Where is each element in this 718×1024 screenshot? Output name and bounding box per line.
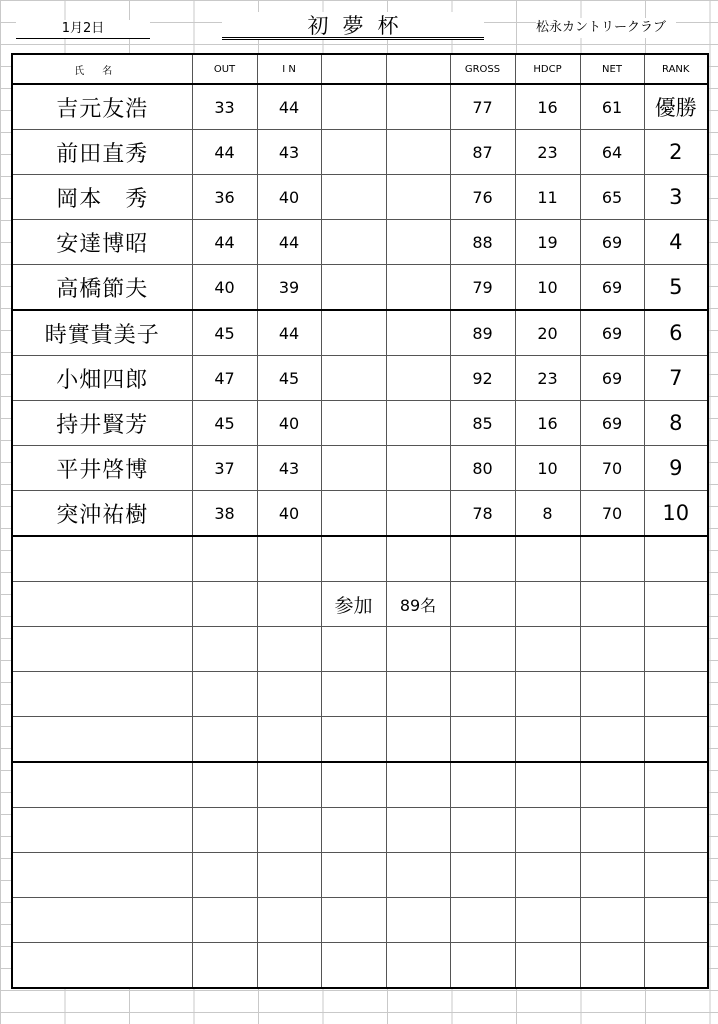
player-name: 小畑四郎 [12, 356, 192, 401]
table-row [12, 356, 708, 401]
hdcp-value: 16 [515, 401, 580, 446]
table-row [12, 84, 708, 130]
rank-value: 優勝 [644, 84, 708, 130]
in-score: 43 [257, 446, 321, 491]
col-out-header: OUT [192, 54, 257, 84]
col-blank2-header [386, 54, 450, 84]
table-row [12, 310, 708, 356]
participants-row [12, 582, 708, 627]
participants-count: 89名 [386, 582, 450, 627]
blank-cell [386, 220, 450, 265]
hdcp-value: 23 [515, 356, 580, 401]
in-score: 43 [257, 130, 321, 175]
out-score: 44 [192, 220, 257, 265]
out-score: 36 [192, 175, 257, 220]
col-rank-header: RANK [644, 54, 708, 84]
player-name: 突沖祐樹 [12, 491, 192, 537]
table-row [12, 491, 708, 537]
rank-value: 7 [644, 356, 708, 401]
col-blank1-header [321, 54, 386, 84]
player-name: 平井啓博 [12, 446, 192, 491]
gross-score: 89 [450, 310, 515, 356]
table-row [12, 130, 708, 175]
col-hdcp-header: HDCP [515, 54, 580, 84]
blank-cell [321, 220, 386, 265]
out-score: 38 [192, 491, 257, 537]
net-score: 70 [580, 491, 644, 537]
out-score: 37 [192, 446, 257, 491]
blank-cell [321, 265, 386, 311]
out-score: 47 [192, 356, 257, 401]
gross-score: 80 [450, 446, 515, 491]
out-score: 45 [192, 401, 257, 446]
blank-cell [321, 130, 386, 175]
out-score: 40 [192, 265, 257, 311]
player-name: 持井賢芳 [12, 401, 192, 446]
hdcp-value: 10 [515, 265, 580, 311]
club-name: 松永カントリークラブ [536, 18, 676, 38]
col-name-header: 氏名 [12, 54, 192, 84]
in-score: 40 [257, 401, 321, 446]
empty-row [12, 627, 708, 672]
net-score: 69 [580, 401, 644, 446]
player-name: 吉元友浩 [12, 84, 192, 130]
hdcp-value: 16 [515, 84, 580, 130]
player-name: 岡本 秀 [12, 175, 192, 220]
blank-cell [386, 401, 450, 446]
in-score: 45 [257, 356, 321, 401]
in-score: 40 [257, 491, 321, 537]
player-name: 安達博昭 [12, 220, 192, 265]
table-header-row [12, 54, 708, 84]
in-score: 39 [257, 265, 321, 311]
empty-row [12, 717, 708, 763]
blank-cell [386, 175, 450, 220]
gross-score: 79 [450, 265, 515, 311]
col-in-header: I N [257, 54, 321, 84]
empty-row [12, 898, 708, 943]
hdcp-value: 8 [515, 491, 580, 537]
empty-row [12, 536, 708, 582]
net-score: 61 [580, 84, 644, 130]
in-score: 44 [257, 84, 321, 130]
hdcp-value: 20 [515, 310, 580, 356]
rank-value: 9 [644, 446, 708, 491]
blank-cell [321, 491, 386, 537]
blank-cell [321, 446, 386, 491]
in-score: 44 [257, 310, 321, 356]
net-score: 70 [580, 446, 644, 491]
blank-cell [321, 84, 386, 130]
table-row [12, 401, 708, 446]
participants-label: 参加 [321, 582, 386, 627]
blank-cell [321, 175, 386, 220]
col-gross-header: GROSS [450, 54, 515, 84]
blank-cell [386, 356, 450, 401]
page-title: 初夢杯 [222, 12, 484, 40]
player-name: 前田直秀 [12, 130, 192, 175]
col-net-header: NET [580, 54, 644, 84]
date-label: 1月2日 [16, 20, 150, 39]
empty-row [12, 808, 708, 853]
gross-score: 85 [450, 401, 515, 446]
rank-value: 6 [644, 310, 708, 356]
out-score: 44 [192, 130, 257, 175]
net-score: 64 [580, 130, 644, 175]
rank-value: 4 [644, 220, 708, 265]
gross-score: 87 [450, 130, 515, 175]
rank-value: 3 [644, 175, 708, 220]
out-score: 33 [192, 84, 257, 130]
rank-value: 5 [644, 265, 708, 311]
hdcp-value: 11 [515, 175, 580, 220]
rank-value: 8 [644, 401, 708, 446]
hdcp-value: 23 [515, 130, 580, 175]
net-score: 69 [580, 310, 644, 356]
in-score: 40 [257, 175, 321, 220]
gross-score: 76 [450, 175, 515, 220]
empty-row [12, 853, 708, 898]
gross-score: 88 [450, 220, 515, 265]
blank-cell [386, 130, 450, 175]
blank-cell [386, 84, 450, 130]
net-score: 69 [580, 220, 644, 265]
out-score: 45 [192, 310, 257, 356]
blank-cell [386, 310, 450, 356]
gross-score: 78 [450, 491, 515, 537]
blank-cell [386, 446, 450, 491]
empty-row [12, 943, 708, 989]
table-row [12, 265, 708, 311]
hdcp-value: 10 [515, 446, 580, 491]
score-table [11, 53, 709, 989]
in-score: 44 [257, 220, 321, 265]
player-name: 高橋節夫 [12, 265, 192, 311]
blank-cell [386, 491, 450, 537]
table-row [12, 175, 708, 220]
player-name: 時實貴美子 [12, 310, 192, 356]
empty-row [12, 672, 708, 717]
blank-cell [321, 310, 386, 356]
net-score: 65 [580, 175, 644, 220]
net-score: 69 [580, 265, 644, 311]
rank-value: 2 [644, 130, 708, 175]
table-row [12, 446, 708, 491]
rank-value: 10 [644, 491, 708, 537]
table-row [12, 220, 708, 265]
blank-cell [321, 356, 386, 401]
blank-cell [386, 265, 450, 311]
net-score: 69 [580, 356, 644, 401]
gross-score: 92 [450, 356, 515, 401]
blank-cell [321, 401, 386, 446]
hdcp-value: 19 [515, 220, 580, 265]
empty-row [12, 762, 708, 808]
gross-score: 77 [450, 84, 515, 130]
